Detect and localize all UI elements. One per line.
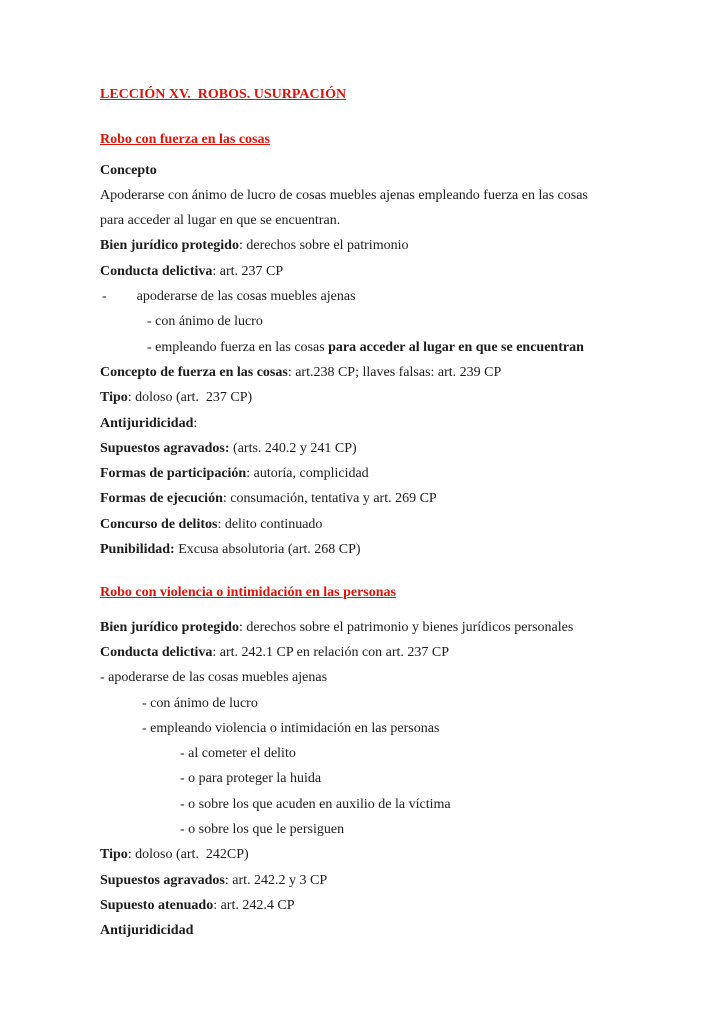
text-run: : [193, 415, 198, 431]
doc-line [100, 615, 660, 640]
text-run: - apoderarse de las cosas muebles ajenas [100, 670, 328, 686]
text-run: : art. 242.2 y 3 CP [224, 872, 328, 888]
doc-line [100, 640, 660, 665]
text-run: - o para proteger la huida [180, 771, 322, 787]
text-run-bold: Concurso de delitos [100, 516, 218, 532]
doc-line [100, 665, 660, 690]
text-run-bold: Punibilidad: [100, 542, 175, 558]
text-run-bold: Formas de participación [100, 466, 247, 482]
text-run-bold: Antijuridicidad [100, 415, 194, 431]
doc-line [100, 716, 660, 741]
text-run: : derechos sobre el patrimonio [238, 238, 409, 254]
text-run: - empleando violencia o intimidación en las personas [142, 720, 440, 736]
doc-line [100, 512, 660, 537]
text-run: (arts. 240.2 y 241 CP) [229, 440, 357, 456]
doc-line [100, 259, 660, 284]
doc-line [100, 817, 660, 842]
doc-line [100, 691, 660, 716]
text-run: - [102, 289, 107, 305]
text-run-bold: Concepto [100, 162, 157, 178]
text-run-bold: Bien jurídico protegido [100, 238, 239, 254]
text-run-bold: Bien jurídico protegido [100, 619, 239, 635]
doc-line [100, 918, 660, 943]
doc-line [100, 868, 660, 893]
doc-line [100, 158, 660, 183]
text-run: : autoría, complicidad [246, 466, 369, 482]
text-run-bold: Formas de ejecución [100, 491, 223, 507]
text-run: : doloso (art. 237 CP) [127, 390, 253, 406]
text-run: - empleando fuerza en las cosas [147, 339, 329, 355]
doc-line [100, 766, 660, 791]
doc-line [100, 284, 660, 309]
text-run-bold: para acceder al lugar en que se encuentran [328, 339, 584, 355]
text-run: : art. 242.4 CP [213, 897, 295, 913]
section-heading-robo-fuerza: Robo con fuerza en las cosas [100, 132, 270, 148]
text-run: : doloso (art. 242CP) [127, 847, 249, 863]
text-run: - o sobre los que acuden en auxilio de la víctima [180, 796, 451, 812]
doc-line [100, 309, 660, 334]
text-run: - con ánimo de lucro [142, 695, 258, 711]
text-run-bold: Tipo [100, 390, 128, 406]
doc-line [100, 360, 660, 385]
text-run-bold: Concepto de fuerza en las cosas [100, 364, 288, 380]
text-run: - al cometer el delito [180, 746, 296, 762]
doc-line [100, 208, 660, 233]
section-body-robo-violencia [100, 615, 660, 944]
text-run: : derechos sobre el patrimonio y bienes jurídicos personales [238, 619, 574, 635]
text-run-bold: Supuesto atenuado [100, 897, 214, 913]
doc-line [100, 411, 660, 436]
doc-line [100, 792, 660, 817]
text-run: : art. 237 CP [212, 263, 284, 279]
text-run: para acceder al lugar en que se encuentran. [100, 213, 341, 229]
text-run: : delito continuado [217, 516, 323, 532]
text-run-bold: Tipo [100, 847, 128, 863]
doc-line [100, 233, 660, 258]
doc-line [100, 183, 660, 208]
text-run-bold: Conducta delictiva [100, 644, 213, 660]
doc-line [100, 741, 660, 766]
text-run: apoderarse de las cosas muebles ajenas [136, 289, 356, 305]
text-run-bold: Supuestos agravados [100, 872, 225, 888]
section-heading-robo-violencia: Robo con violencia o intimidación en las personas [100, 585, 396, 601]
text-run-bold: Supuestos agravados: [100, 440, 230, 456]
doc-line [100, 842, 660, 867]
doc-line [100, 461, 660, 486]
document-content [100, 82, 660, 944]
doc-line [100, 537, 660, 562]
text-run: - con ánimo de lucro [147, 314, 263, 330]
text-run-bold: Conducta delictiva [100, 263, 213, 279]
text-run: Apoderarse con ánimo de lucro de cosas muebles ajenas empleando fuerza en las cosas [100, 187, 588, 203]
text-run: - o sobre los que le persiguen [180, 822, 345, 838]
section-body-robo-fuerza [100, 158, 660, 563]
text-run: : art. 242.1 CP en relación con art. 237 CP [212, 644, 450, 660]
text-run-bold: Antijuridicidad [100, 923, 194, 939]
doc-line [100, 385, 660, 410]
doc-line [100, 335, 660, 360]
text-run: Excusa absolutoria (art. 268 CP) [174, 542, 361, 558]
doc-line [100, 893, 660, 918]
page-title: LECCIÓN XV. ROBOS. USURPACIÓN [100, 87, 347, 102]
doc-line [100, 486, 660, 511]
text-run: : art.238 CP; llaves falsas: art. 239 CP [287, 364, 502, 380]
doc-line [100, 436, 660, 461]
text-run: : consumación, tentativa y art. 269 CP [222, 491, 437, 507]
